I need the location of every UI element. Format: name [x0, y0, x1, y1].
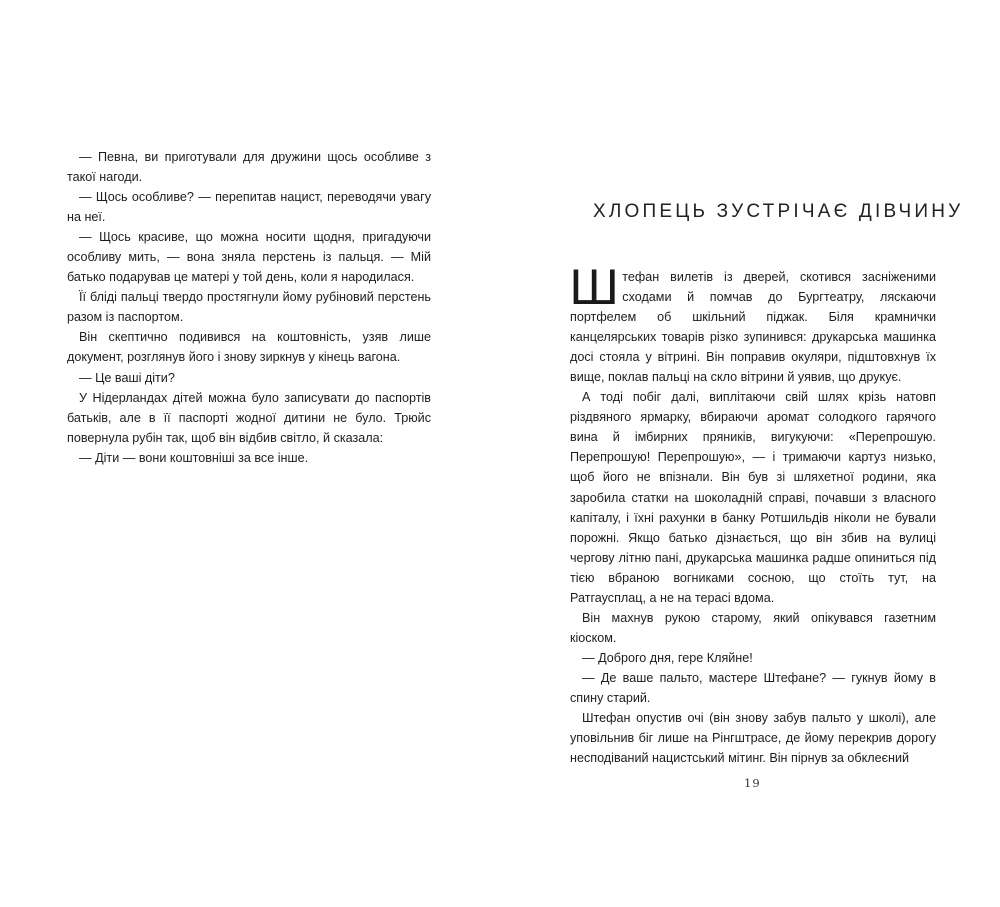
opening-paragraph [569, 261, 936, 387]
drop-cap: Ш [569, 261, 619, 316]
paragraph: — Щось красиве, що можна носити щодня, пригадуючи особливу мить, — вона зняла перстень із пальця. — Мій батько подарував це матері у той день, коли я народилася. [67, 230, 431, 285]
paragraph: А тоді побіг далі, виплітаючи свій шлях крізь натовп різдвяного ярмарку, вбираючи аромат солодкого гарячого вина й імбирних пряників, вигукуючи: «Перепрошую. Перепрошую! Перепрошую», — і тримаючи картуз низько, щоб його не впізнали. Він був зі шляхетної родини, яка заробила статки на шоколадній справі, почавши з власного капіталу, і їхні рахунки в банку Ротшильдів ніколи не бували порожні. Якщо батько дізнається, що він збив на вулиці чергову літню пані, друкарська машинка радше опиниться під тією вбраною вогниками сосною, що стоїть тут, на Ратгаусплац, а не на терасі вдома. [570, 390, 936, 605]
opening-paragraph-text: тефан вилетів із дверей, скотився засніженими сходами й помчав до Бургтеатру, ляскаючи портфелем об шкільний піджак. Біля крамнички канцелярських товарів різко зупинився: друкарська машинка досі стояла у вітрині. Він поправив окуляри, підштовхнув їх вище, поклав пальці на скло вітрини й уявив, що друкує. [570, 270, 936, 385]
paragraph: — Щось особливе? — перепитав нацист, переводячи увагу на неї. [67, 190, 431, 225]
paragraph: — Певна, ви приготували для дружини щось особливе з такої нагоди. [67, 150, 431, 185]
left-page-text [67, 147, 431, 468]
paragraph: Штефан опустив очі (він знову забув пальто у школі), але уповільнив біг лише на Рінгштрасе, де йому перекрив дорогу несподіваний нацистський мітинг. Він пірнув за обклеєний [570, 711, 936, 766]
page-number: 19 [744, 776, 761, 790]
paragraph: Він скептично подивився на коштовність, узяв лише документ, розглянув його і знову зиркнув у кінець вагона. [67, 330, 431, 365]
paragraph: — Це ваші діти? [79, 370, 175, 385]
paragraph: — Де ваше пальто, мастере Штефане? — гукнув йому в спину старий. [570, 670, 936, 705]
paragraph: Він махнув рукою старому, який опікувався газетним кіоском. [570, 610, 936, 645]
paragraph: У Нідерландах дітей можна було записувати до паспортів батьків, але в її паспорті жодної дитини не було. Трюйс повернула рубін так, щоб він відбив світло, й сказала: [67, 390, 431, 445]
paragraph: — Діти — вони коштовніші за все інше. [79, 450, 309, 465]
paragraph: — Доброго дня, гере Кляйне! [582, 650, 753, 665]
chapter-title: ХЛОПЕЦЬ ЗУСТРІЧАЄ ДІВЧИНУ [593, 201, 964, 222]
right-page-text [569, 261, 936, 768]
right-page [500, 0, 1000, 907]
paragraph: Її бліді пальці твердо простягнули йому рубіновий перстень разом із паспортом. [67, 290, 431, 325]
